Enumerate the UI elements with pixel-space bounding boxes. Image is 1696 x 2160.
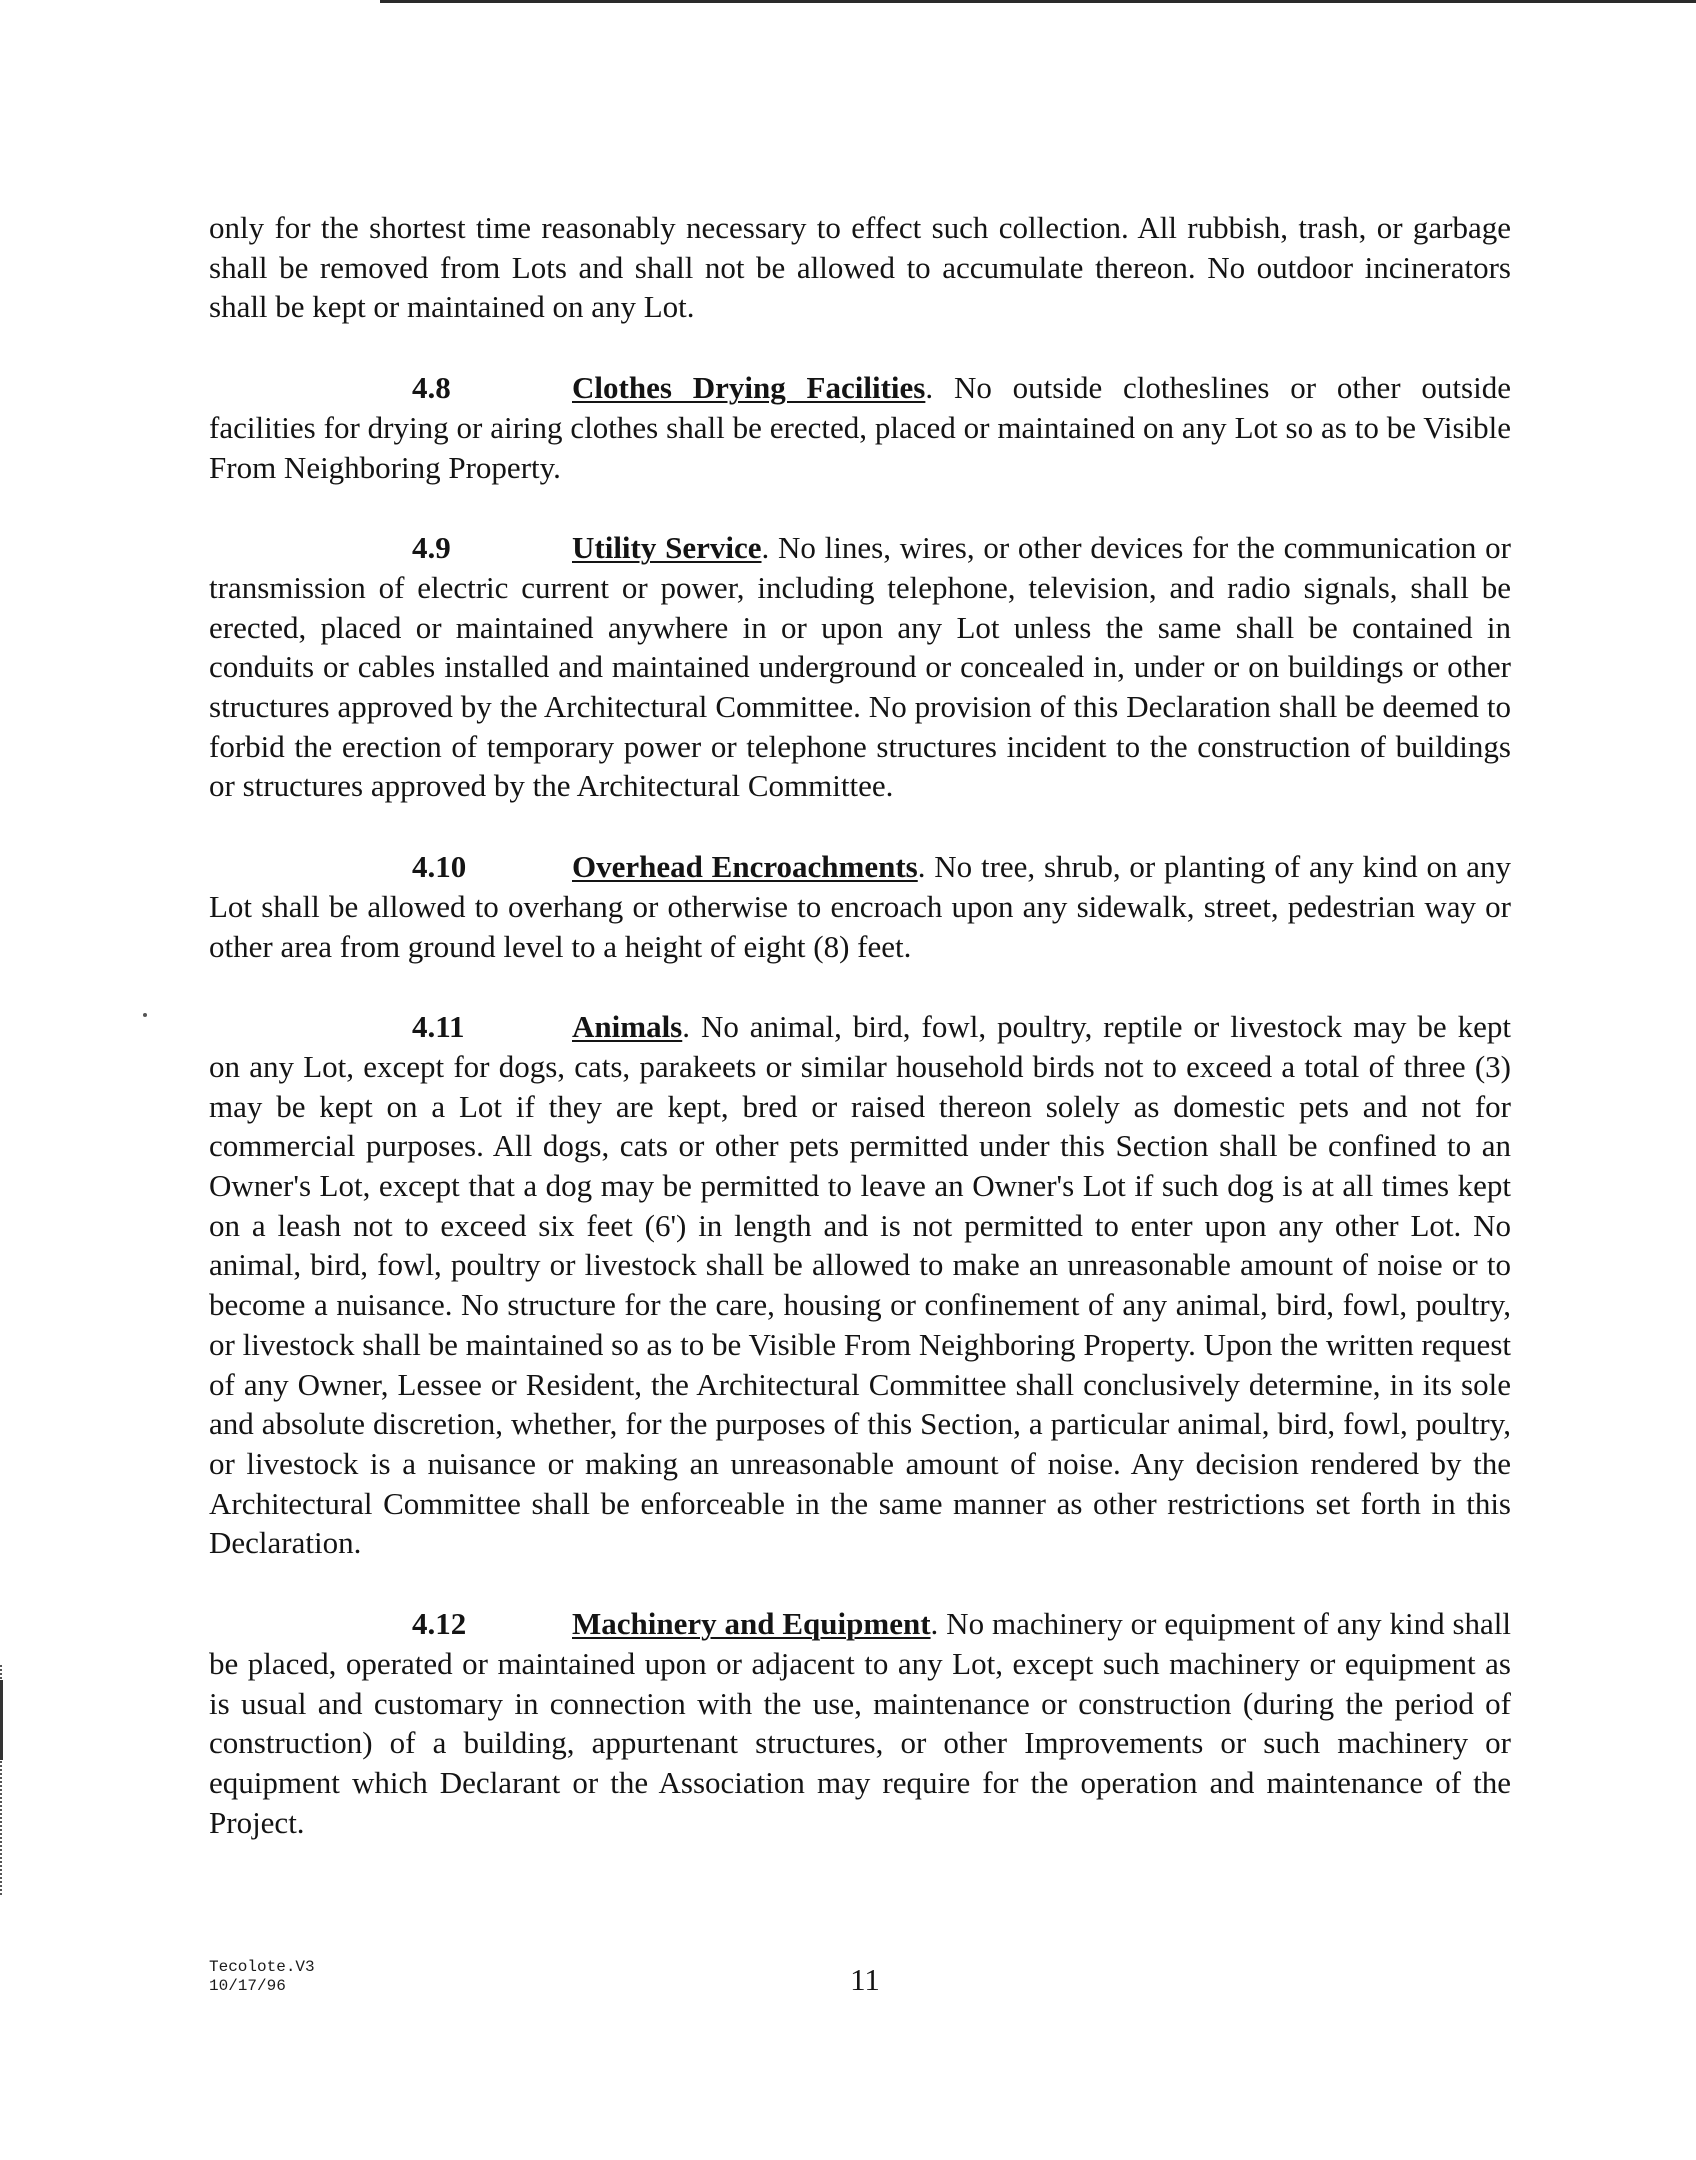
- footer-date: 10/17/96: [209, 1977, 286, 1995]
- page-number: 11: [850, 1962, 880, 1997]
- section-number: 4.10: [412, 849, 467, 885]
- section-title: Animals: [572, 1009, 683, 1045]
- section-body: . No tree, shrub, or planting of any kind on any Lot shall be allowed to overhang or otherwise to encroach upon any sidewalk, street, pedestrian way or other area from ground level to a height of eight (8) feet.: [209, 849, 1511, 964]
- footer-file-identifier: [209, 1958, 315, 1996]
- section-title: Machinery and Equipment: [572, 1606, 931, 1642]
- document-body: [209, 208, 1511, 1842]
- section-4-8: [209, 368, 1511, 487]
- section-body: . No lines, wires, or other devices for the communication or transmission of electric current or power, including telephone, television, and radio signals, shall be erected, placed or maintained anywhere in or upon any Lot unless the same shall be contained in conduits or cables installed and maintained underground or concealed in, under or on buildings or other structures approved by the Architectural Committee. No provision of this Declaration shall be deemed to forbid the erection of temporary power or telephone structures incident to the construction of buildings or structures approved by the Architectural Committee.: [209, 530, 1511, 804]
- section-4-12: [209, 1604, 1511, 1842]
- scan-top-edge: [380, 0, 1696, 3]
- section-number: 4.11: [412, 1009, 465, 1045]
- section-4-10: [209, 847, 1511, 966]
- section-title: Clothes Drying Facilities: [572, 370, 926, 406]
- section-body: . No animal, bird, fowl, poultry, reptile or livestock may be kept on any Lot, except for dogs, cats, parakeets or similar household birds not to exceed a total of three (3) may be kept on a Lot if they are kept, bred or raised thereon solely as domestic pets and not for commercial purposes. All dogs, cats or other pets permitted under this Section shall be confined to an Owner's Lot, except that a dog may be permitted to leave an Owner's Lot if such dog is at all times kept on a leash not to exceed six feet (6') in length and is not permitted to enter upon any other Lot. No animal, bird, fowl, poultry or livestock shall be allowed to make an unreasonable amount of noise or to become a nuisance. No structure for the care, housing or confinement of any animal, bird, fowl, poultry, or livestock shall be maintained so as to be Visible From Neighboring Property. Upon the written request of any Owner, Lessee or Resident, the Architectural Committee shall conclusively determine, in its sole and absolute discretion, whether, for the purposes of this Section, a particular animal, bird, fowl, poultry, or livestock is a nuisance or making an unreasonable amount of noise. Any decision rendered by the Architectural Committee shall be enforceable in the same manner as other restrictions set forth in this Declaration.: [209, 1009, 1511, 1561]
- intro-paragraph: only for the shortest time reasonably necessary to effect such collection. All rubbish, trash, or garbage shall be removed from Lots and shall not be allowed to accumulate thereon. No outdoor incinerators shall be kept or maintained on any Lot.: [209, 210, 1511, 325]
- section-4-9: [209, 528, 1511, 806]
- section-body: . No machinery or equipment of any kind shall be placed, operated or maintained upon or adjacent to any Lot, except such machinery or equipment as is usual and customary in connection with the use, maintenance or construction (during the period of construction) of a building, appurtenant structures, or other Improvements or such machinery or equipment which Declarant or the Association may require for the operation and maintenance of the Project.: [209, 1606, 1511, 1840]
- section-body: . No outside clotheslines or other outside facilities for drying or airing clothes shall be erected, placed or maintained on any Lot so as to be Visible From Neighboring Property.: [209, 370, 1511, 485]
- section-number: 4.12: [412, 1606, 467, 1642]
- section-title: Utility Service: [572, 530, 762, 566]
- scan-margin-marks: [0, 1665, 12, 1895]
- section-4-11: [209, 1007, 1511, 1563]
- footer-file-id: Tecolote.V3: [209, 1958, 315, 1976]
- section-title: Overhead Encroachments: [572, 849, 918, 885]
- section-number: 4.8: [412, 370, 451, 406]
- section-number: 4.9: [412, 530, 451, 566]
- scan-speck: [143, 1013, 147, 1017]
